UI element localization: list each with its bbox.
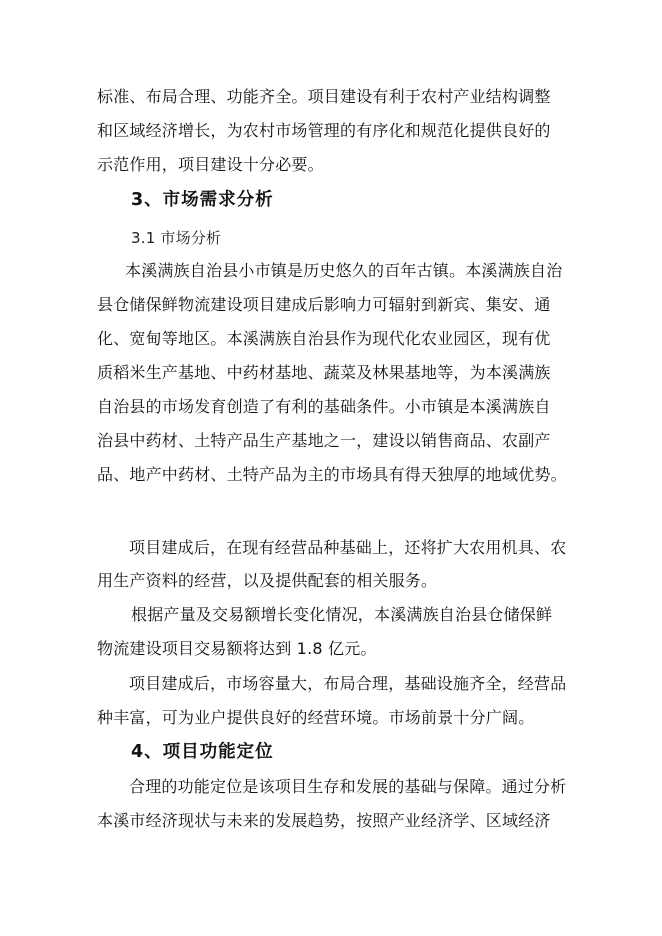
s3-para3-line-1: 根据产量及交易额增长变化情况，本溪满族自治县仓储保鲜 xyxy=(131,605,553,624)
s3-para4-line-1: 项目建成后，市场容量大，布局合理，基础设施齐全，经营品 xyxy=(129,674,567,693)
s3-para4-line-2: 种丰富，可为业户提供良好的经营环境。市场前景十分广阔。 xyxy=(97,708,535,727)
s3-para3-line-2: 物流建设项目交易额将达到 1.8 亿元。 xyxy=(97,639,377,658)
intro-line-3: 示范作用，项目建设十分必要。 xyxy=(97,155,324,174)
section-3-heading: 3、市场需求分析 xyxy=(131,190,274,210)
s3-para2-line-2: 用生产资料的经营，以及提供配套的相关服务。 xyxy=(97,571,438,590)
section-3-1-subheading: 3.1 市场分析 xyxy=(131,229,222,247)
s3-para1-line-3: 化、宽甸等地区。本溪满族自治县作为现代化农业园区，现有优 xyxy=(97,329,551,348)
s3-para1-line-5: 自治县的市场发育创造了有利的基础条件。小市镇是本溪满族自 xyxy=(97,397,551,416)
s3-para2-line-1: 项目建成后，在现有经营品种基础上，还将扩大农用机具、农 xyxy=(129,538,567,557)
s4-para1-line-1: 合理的功能定位是该项目生存和发展的基础与保障。通过分析 xyxy=(129,777,567,796)
intro-line-2: 和区域经济增长，为农村市场管理的有序化和规范化提供良好的 xyxy=(97,121,551,140)
s3-para1-line-4: 质稻米生产基地、中药材基地、蔬菜及林果基地等，为本溪满族 xyxy=(97,363,551,382)
s3-para1-line-6: 治县中药材、土特产品生产基地之一，建设以销售商品、农副产 xyxy=(97,431,551,450)
s4-para1-line-2: 本溪市经济现状与未来的发展趋势，按照产业经济学、区域经济 xyxy=(97,811,551,830)
s3-para1-line-1: 本溪满族自治县小市镇是历史悠久的百年古镇。本溪满族自治 xyxy=(125,261,563,280)
s3-para1-line-2: 县仓储保鲜物流建设项目建成后影响力可辐射到新宾、集安、通 xyxy=(97,295,551,314)
section-4-heading: 4、项目功能定位 xyxy=(131,742,274,762)
s3-para1-line-7: 品、地产中药材、土特产品为主的市场具有得天独厚的地域优势。 xyxy=(97,465,567,484)
intro-line-1: 标准、布局合理、功能齐全。项目建设有利于农村产业结构调整 xyxy=(97,87,551,106)
